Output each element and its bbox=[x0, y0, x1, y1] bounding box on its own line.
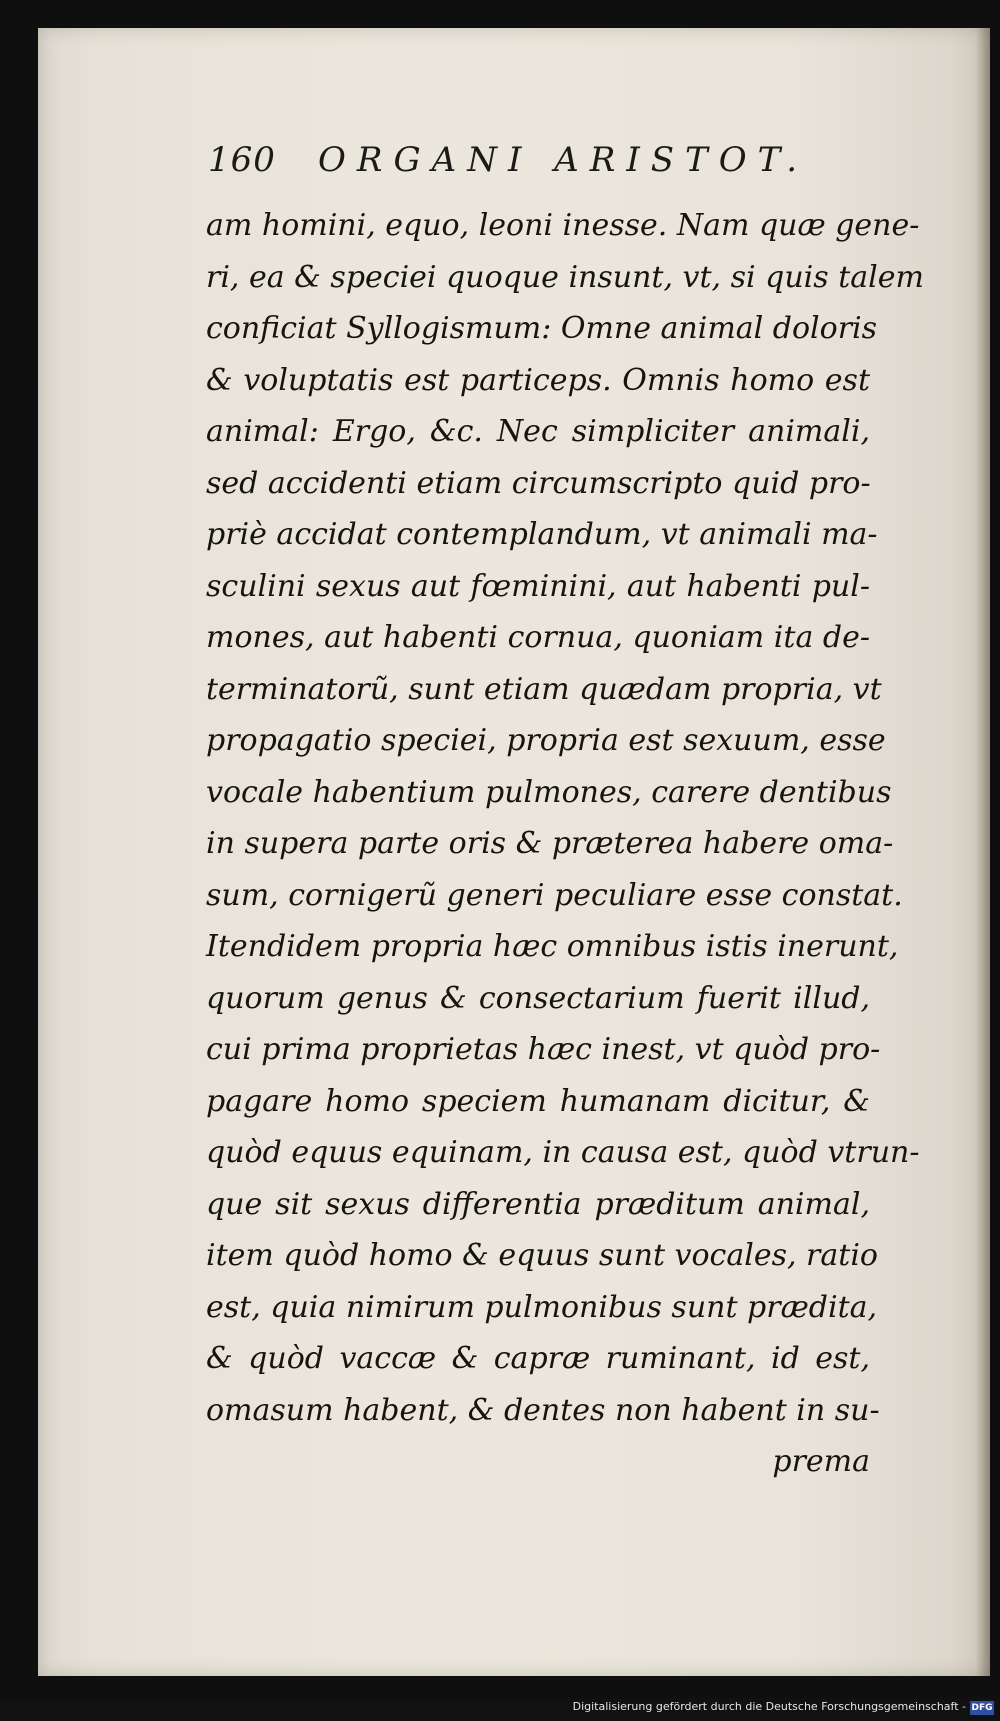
text-line: am homini, equo, leoni inesse. Nam quæ gene- bbox=[206, 208, 920, 243]
text-line: terminatorũ, sunt etiam quædam propria, vt bbox=[206, 671, 882, 707]
text-line: & voluptatis est particeps. Omnis homo est bbox=[206, 362, 870, 398]
text-line: sculini sexus aut fœminini, aut habenti pul- bbox=[206, 568, 870, 604]
text-line: vocale habentium pulmones, carere dentibus bbox=[206, 774, 892, 810]
text-line: mones, aut habenti cornua, quoniam ita de- bbox=[206, 620, 870, 655]
page-edge-shadow bbox=[976, 28, 990, 1676]
catchword: prema bbox=[772, 1444, 870, 1479]
text-line: & quòd vaccæ & capræ ruminant, id est, bbox=[206, 1341, 870, 1376]
footer-bar bbox=[0, 1698, 1000, 1721]
dfg-logo: DFG bbox=[971, 1703, 993, 1713]
text-line: quorum genus & consectarium fuerit illud, bbox=[206, 980, 870, 1016]
running-head: ORGANI ARISTOT. bbox=[318, 140, 809, 180]
text-line: que sit sexus differentia præditum animal, bbox=[206, 1186, 870, 1222]
text-line: sed accidenti etiam circumscripto quid pro- bbox=[206, 465, 871, 501]
text-line: conficiat Syllogismum: Omne animal doloris bbox=[206, 311, 878, 346]
text-line: propagatio speciei, propria est sexuum, esse bbox=[206, 723, 886, 758]
text-line: item quòd homo & equus sunt vocales, ratio bbox=[206, 1238, 878, 1273]
text-line: priè accidat contemplandum, vt animali ma- bbox=[206, 517, 878, 552]
text-line: in supera parte oris & præterea habere oma- bbox=[206, 826, 894, 861]
body-text bbox=[206, 200, 924, 1488]
text-line: quòd equus equinam, in causa est, quòd vtrun- bbox=[206, 1135, 920, 1170]
page-number: 160 bbox=[208, 140, 276, 180]
page-header bbox=[208, 140, 848, 192]
text-line: animal: Ergo, &c. Nec simpliciter animali, bbox=[206, 414, 870, 449]
text-line: omasum habent, & dentes non habent in su- bbox=[206, 1392, 880, 1428]
text-line: est, quia nimirum pulmonibus sunt prædita, bbox=[206, 1289, 878, 1325]
text-line: pagare homo speciem humanam dicitur, & bbox=[206, 1083, 870, 1119]
text-line: ri, ea & speciei quoque insunt, vt, si quis talem bbox=[206, 259, 924, 295]
text-line: sum, cornigerũ generi peculiare esse constat. bbox=[206, 877, 903, 913]
text-line: Itendidem propria hæc omnibus istis inerunt, bbox=[206, 929, 899, 964]
text-line: cui prima proprietas hæc inest, vt quòd pro- bbox=[206, 1032, 881, 1067]
funding-note: Digitalisierung gefördert durch die Deutsche Forschungsgemeinschaft - bbox=[572, 1700, 966, 1713]
